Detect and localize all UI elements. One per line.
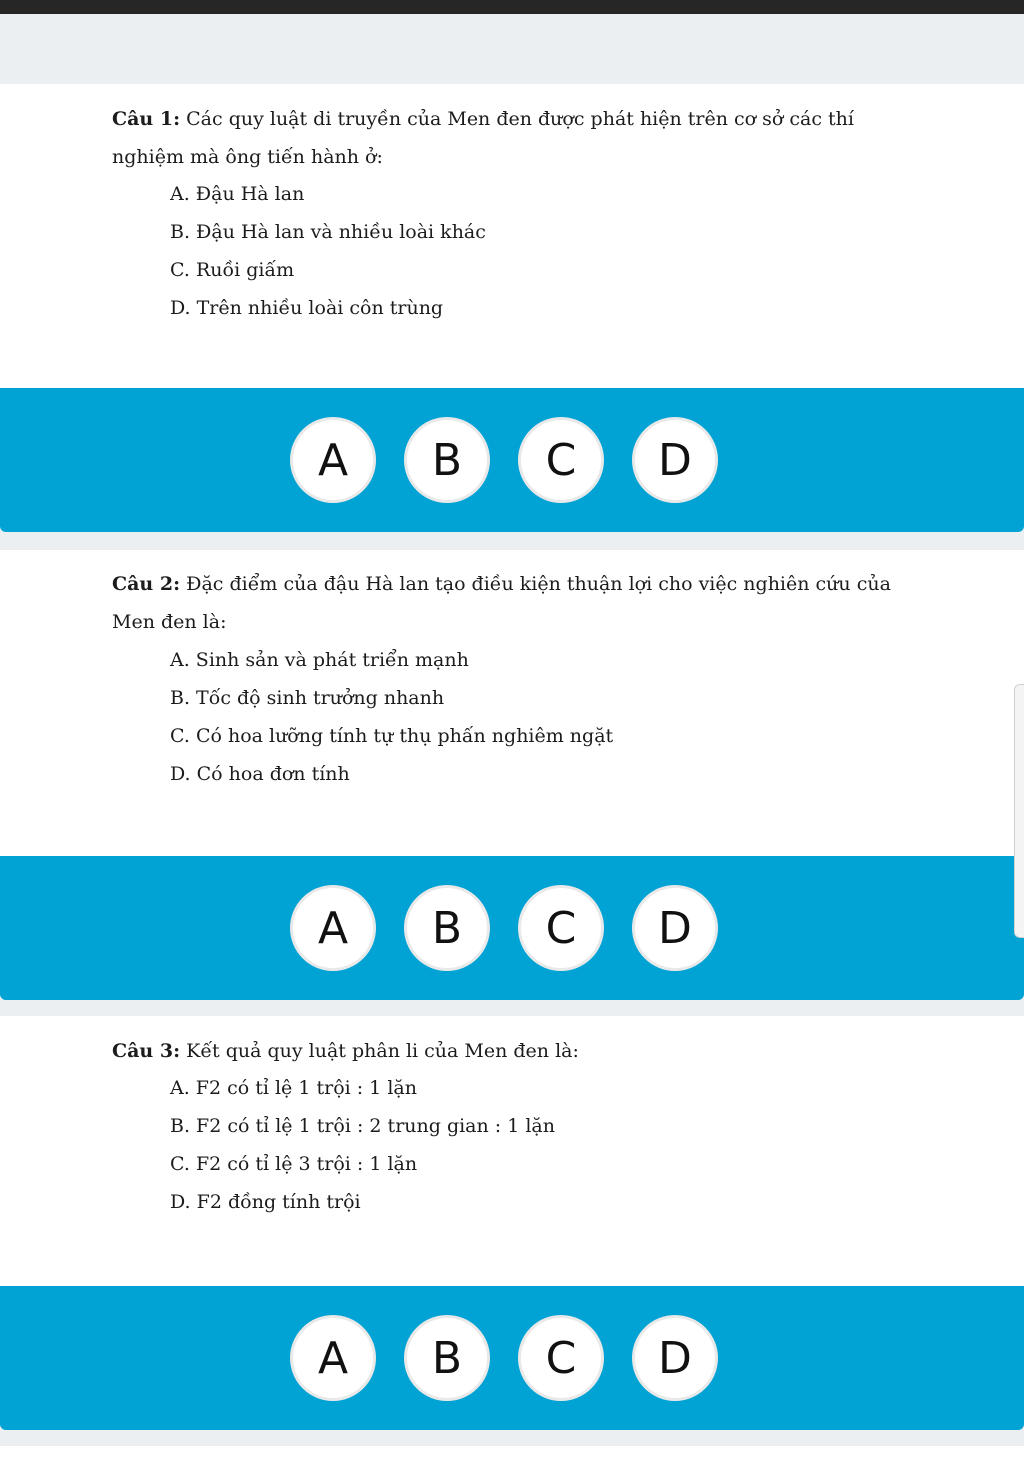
- answer-button-d[interactable]: D: [632, 417, 718, 503]
- answer-bar-2: [0, 856, 1024, 1000]
- answer-button-d[interactable]: D: [632, 1315, 718, 1401]
- answer-button-c[interactable]: C: [518, 417, 604, 503]
- answer-button-a[interactable]: A: [290, 417, 376, 503]
- answer-bar-3: [0, 1286, 1024, 1430]
- option-a: A. Đậu Hà lan: [170, 183, 305, 205]
- question-number: Câu 2:: [112, 573, 181, 595]
- option-c: C. Có hoa lưỡng tính tự thụ phấn nghiêm ngặt: [170, 725, 614, 747]
- answer-button-b[interactable]: B: [404, 417, 490, 503]
- question-card-4-partial: [0, 1446, 1024, 1474]
- option-b: B. Tốc độ sinh trưởng nhanh: [170, 687, 445, 709]
- answer-button-b[interactable]: B: [404, 1315, 490, 1401]
- answer-button-c[interactable]: C: [518, 885, 604, 971]
- question-body: Kết quả quy luật phân li của Men đen là:: [180, 1040, 579, 1062]
- option-a: A. F2 có tỉ lệ 1 trội : 1 lặn: [170, 1077, 417, 1099]
- option-b: B. F2 có tỉ lệ 1 trội : 2 trung gian : 1 lặn: [170, 1115, 556, 1137]
- answer-button-c[interactable]: C: [518, 1315, 604, 1401]
- option-b: B. Đậu Hà lan và nhiều loài khác: [170, 221, 486, 243]
- option-a: A. Sinh sản và phát triển mạnh: [170, 649, 469, 671]
- question-text-1: [112, 100, 924, 176]
- question-card-2: [0, 550, 1024, 856]
- answer-button-a[interactable]: A: [290, 1315, 376, 1401]
- question-number: Câu 3:: [112, 1040, 181, 1062]
- option-c: C. Ruồi giấm: [170, 259, 295, 281]
- answer-button-b[interactable]: B: [404, 885, 490, 971]
- top-status-bar: [0, 0, 1024, 14]
- answer-button-a[interactable]: A: [290, 885, 376, 971]
- question-body: Đặc điểm của đậu Hà lan tạo điều kiện thuận lợi cho việc nghiên cứu của Men đen là:: [112, 573, 891, 633]
- option-d: D. Có hoa đơn tính: [170, 763, 350, 785]
- question-text-2: [112, 565, 924, 641]
- question-card-3: [0, 1016, 1024, 1286]
- question-text-3: [112, 1032, 924, 1070]
- option-d: D. Trên nhiều loài côn trùng: [170, 297, 444, 319]
- option-c: C. F2 có tỉ lệ 3 trội : 1 lặn: [170, 1153, 418, 1175]
- option-d: D. F2 đồng tính trội: [170, 1191, 361, 1213]
- answer-button-d[interactable]: D: [632, 885, 718, 971]
- question-number: Câu 1:: [112, 108, 181, 130]
- question-body: Các quy luật di truyền của Men đen được phát hiện trên cơ sở các thí nghiệm mà ông tiến hành ở:: [112, 108, 854, 168]
- scroll-handle[interactable]: [1014, 684, 1024, 938]
- answer-bar-1: [0, 388, 1024, 532]
- question-card-1: [0, 84, 1024, 388]
